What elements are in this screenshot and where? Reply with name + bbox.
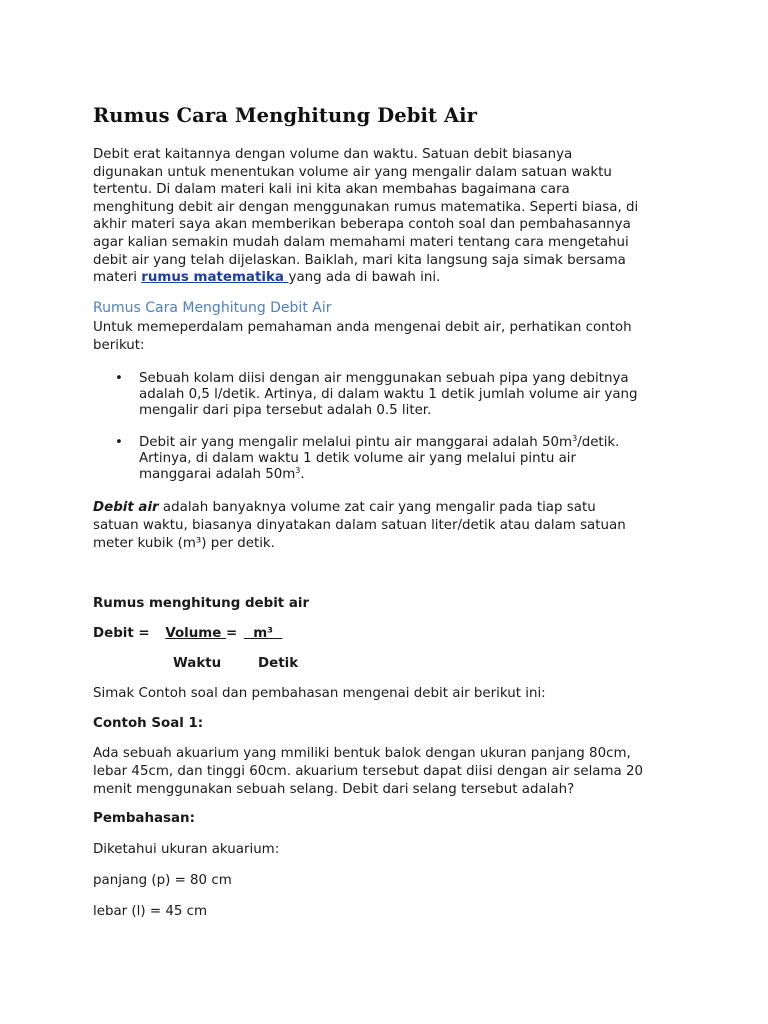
intro-paragraph [93, 146, 683, 287]
definition-text: adalah banyaknya volume zat cair yang mengalir pada tiap satu [158, 500, 596, 515]
bullet-icon: • [115, 435, 123, 450]
lebar-text: lebar (l) = 45 cm [93, 904, 208, 919]
simak-text: Simak Contoh soal dan pembahasan mengenai debit air berikut ini: [93, 686, 546, 701]
intro-last-prefix: materi [93, 270, 142, 286]
contoh-line: Ada sebuah akuarium yang mmiliki bentuk balok dengan ukuran panjang 80cm, [93, 746, 631, 761]
list-item-line [139, 435, 683, 451]
list-item-line: adalah 0,5 l/detik. Artinya, di dalam waktu 1 detik jumlah volume air yang [139, 387, 638, 402]
list-item-line: Sebuah kolam diisi dengan air menggunakan sebuah pipa yang debitnya [139, 371, 629, 386]
contoh-line: lebar 45cm, dan tinggi 60cm. akuarium tersebut dapat diisi dengan air selama 20 [93, 764, 644, 779]
section-subheading: Rumus Cara Menghitung Debit Air [93, 300, 332, 316]
list-item-text: manggarai adalah 50m [139, 467, 296, 482]
superscript: 3 [295, 466, 301, 475]
formula-volume: Volume [165, 626, 226, 641]
definition-line [93, 499, 683, 517]
list-item-text: /detik. [577, 435, 620, 450]
formula-waktu: Waktu [173, 656, 222, 671]
definition-line: meter kubik (m³) per detik. [93, 536, 275, 551]
list-item [93, 435, 683, 483]
intro-line: tertentu. Di dalam materi kali ini kita akan membahas bagaimana cara [93, 182, 570, 198]
contoh-soal-heading: Contoh Soal 1: [93, 716, 204, 731]
formula-equals: = [225, 626, 238, 641]
definition-term: Debit air [93, 500, 159, 515]
formula-row [93, 625, 282, 643]
intro-line: akhir materi saya akan memberikan beberapa contoh soal dan pembahasannya [93, 217, 631, 233]
intro-line: Debit erat kaitannya dengan volume dan waktu. Satuan debit biasanya [93, 147, 573, 162]
diketahui-text: Diketahui ukuran akuarium: [93, 842, 280, 857]
intro-line: agar kalian semakin mudah dalam memahami materi tentang cara mengetahui [93, 234, 629, 250]
list-item-line: Artinya, di dalam waktu 1 detik volume air yang melalui pintu air [139, 451, 577, 466]
list-item-line: mengalir dari pipa tersebut adalah 0.5 liter. [139, 403, 432, 418]
list-item-text: Debit air yang mengalir melalui pintu air manggarai adalah 50m [139, 435, 573, 450]
formula-m3: m³ [243, 626, 283, 641]
rumus-matematika-link[interactable]: rumus matematika [141, 270, 289, 286]
intro-line: menghitung debit air dengan menggunakan rumus matematika. Seperti biasa, di [93, 199, 639, 215]
definition-paragraph [93, 499, 683, 553]
intro-line [93, 269, 683, 287]
intro-line: digunakan untuk menentukan volume air yang mengalir dalam satuan waktu [93, 164, 612, 180]
panjang-text: panjang (p) = 80 cm [93, 873, 232, 888]
formula-heading: Rumus menghitung debit air [93, 596, 310, 611]
pembahasan-heading: Pembahasan: [93, 811, 195, 826]
formula-detik: Detik [258, 656, 299, 671]
list-item-line [139, 467, 683, 483]
bullet-icon: • [115, 371, 123, 386]
list-item-text: . [300, 467, 305, 482]
list-item [93, 371, 683, 419]
intro-line: debit air yang telah dijelaskan. Baiklah, mari kita langsung saja simak bersama [93, 252, 626, 268]
subintro-paragraph [93, 319, 683, 354]
contoh-line: menit menggunakan sebuah selang. Debit dari selang tersebut adalah? [93, 782, 575, 797]
subintro-line: Untuk memeperdalam pemahaman anda mengenai debit air, perhatikan contoh [93, 320, 632, 335]
intro-last-suffix: yang ada di bawah ini. [288, 270, 441, 286]
page-title: Rumus Cara Menghitung Debit Air [93, 104, 478, 127]
subintro-line: berikut: [93, 337, 145, 353]
definition-line: satuan waktu, biasanya dinyatakan dalam satuan liter/detik atau dalam satuan [93, 518, 626, 533]
examples-list [93, 371, 683, 483]
contoh-soal-paragraph [93, 745, 683, 799]
formula-debit-label: Debit = [93, 626, 150, 641]
superscript: 3 [572, 434, 578, 443]
